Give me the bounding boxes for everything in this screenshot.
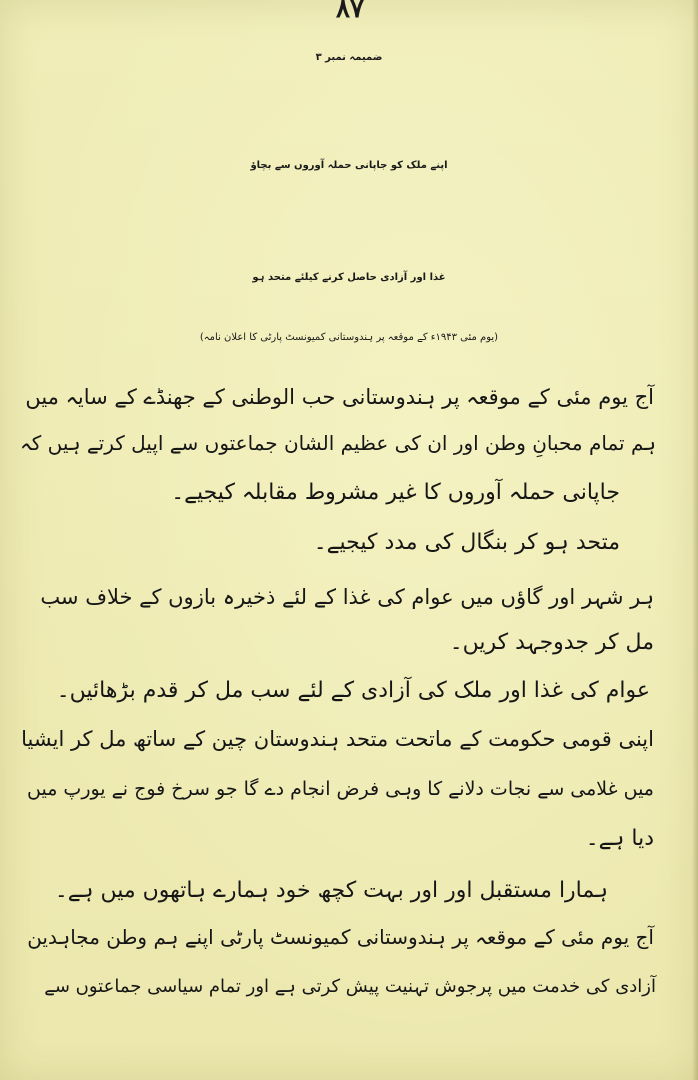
body-line-8: اپنی قومی حکومت کے ماتحت متحد ہندوستان چین کے ساتھ مل کر ایشیا (21, 727, 654, 751)
body-line-6: مل کر جدوجہد کریں۔ (449, 630, 654, 655)
body-line-13: آزادی کی خدمت میں پرجوش تہنیت پیش کرتی ہے اور تمام سیاسی جماعتوں سے (44, 976, 656, 997)
main-title: اپنے ملک کو جاپانی حملہ آوروں سے بچاؤ (250, 160, 448, 171)
body-line-2: ہم تمام محبانِ وطن اور ان کی عظیم الشان جماعتوں سے اپیل کرتے ہیں کہ (20, 431, 656, 455)
page-number: ۸۷ (336, 0, 364, 24)
body-line-10: دیا ہے۔ (585, 826, 654, 851)
body-line-9: میں غلامی سے نجات دلانے کا وہی فرض انجام دے گا جو سرخ فوج نے یورپ میں (27, 778, 654, 800)
body-line-12: آج یوم مئی کے موقعہ پر ہندوستانی کمیونسٹ پارٹی اپنے ہم وطن مجاہدین (27, 925, 654, 949)
subtitle: غذا اور آزادی حاصل کرنے کیلئے متحد ہو (252, 272, 446, 283)
title-note: (یوم مئی ۱۹۴۳ء کے موقعہ پر ہندوستانی کمیونسٹ پارٹی کا اعلان نامہ) (199, 332, 499, 343)
body-line-1: آج یوم مئی کے موقعہ پر ہندوستانی حب الوطنی کے جھنڈے کے سایہ میں (25, 385, 654, 409)
body-line-3: جاپانی حملہ آوروں کا غیر مشروط مقابلہ کیجیے۔ (171, 480, 620, 505)
body-line-5: ہر شہر اور گاؤں میں عوام کی غذا کے لئے ذخیرہ بازوں کے خلاف سب (40, 585, 654, 609)
body-line-7: عوام کی غذا اور ملک کی آزادی کے لئے سب مل کر قدم بڑھائیں۔ (56, 678, 650, 703)
body-line-4: متحد ہو کر بنگال کی مدد کیجیے۔ (313, 530, 620, 555)
body-line-11: ہمارا مستقبل اور اور بہت کچھ خود ہمارے ہاتھوں میں ہے۔ (54, 878, 608, 903)
annex-heading: ضمیمہ نمبر ۳ (315, 52, 383, 63)
